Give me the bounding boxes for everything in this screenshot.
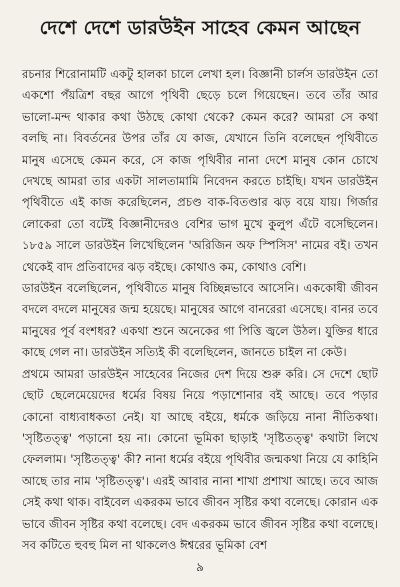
chapter-title: দেশে দেশে ডারউইন সাহেব কেমন আছেন	[39, 17, 361, 39]
page-number: ৯	[196, 560, 204, 574]
paragraph-3: প্রথমে আমরা ডারউইন সাহেবের নিজের দেশ দিয়ে শুরু করি। সে দেশে ছোট ছোট ছেলেমেয়েদের ধর্মের বিষয় নিয়ে পড়াশোনার বই আছে। তবে পড়ার কোনো বাধ্যবাধকতা নেই। যা আছে বইয়ে, ধর্মকে জড়িয়ে নানা নীতিকথা। 'সৃষ্টিতত্ত্ব' পড়ানো হয় না। কোনো ভূমিকা ছাড়াই 'সৃষ্টিতত্ত্ব' কথাটা লিখে ফেললাম। 'সৃষ্টিতত্ত্ব' কী? নানা ধর্মের বইয়ে পৃথিবীর জন্মকথা নিয়ে যে কাহিনি আছে তার নাম 'সৃষ্টিতত্ত্ব'। এরই আবার নানা শাখা প্রশাখা আছে। তবে আজ সেই কথা থাক। বাইবেল একরকম ভাবে জীবন সৃষ্টির কথা বলেছে। কোরান এক ভাবে জীবন সৃষ্টির কথা বলেছে। বেদ একরকম ভাবে জীবন সৃষ্টির কথা বলেছে। সব কটিতে হুবহু মিল না থাকলেও ঈশ্বরের ভূমিকা বেশ	[22, 366, 378, 552]
body-text	[22, 64, 378, 556]
paragraph-2: ডারউইন বলেছিলেন, পৃথিবীতে মানুষ বিচ্ছিন্নভাবে আসেনি। এককোষী জীবন বদলে বদলে মানুষের জন্ম হয়েছে। মানুষের আগে বানরেরা এসেছে। বানর তবে মানুষের পূর্ব বংশধর? একথা শুনে অনেকের গা পিত্তি জ্বলে উঠল। যুক্তির ধারে কাছে গেল না। ডারউইন সত্যিই কী বলেছিলেন, জানতে চাইল না কেউ।	[22, 281, 378, 360]
paragraph-1: রচনার শিরোনামটি একটু হালকা চালে লেখা হল। বিজ্ঞানী চার্লস ডারউইন তো একশো পঁয়ত্রিশ বছর আগে পৃথিবী ছেড়ে চলে গিয়েছেন। তবে তাঁর আর ভালো-মন্দ থাকার কথা উঠছে কোথা থেকে? কেমন করে? আমরা সে কথা বলছি না। বিবর্তনের উপর তাঁর যে কাজ, যেখানে তিনি বলেছেন পৃথিবীতে মানুষ এসেছে কেমন করে, সে কাজ পৃথিবীর নানা দেশে মানুষ কোন চোখে দেখছে আমরা তার একটা সালতামামি নিবেদন করতে চাইছি। যখন ডারউইন পৃথিবীতে এই কাজ করেছিলেন, প্রচণ্ড বাক-বিতণ্ডার ঝড় বয়ে যায়। গির্জার লোকেরা তো বটেই বিজ্ঞানীদেরও বেশির ভাগ মুখে কুলুপ এঁটে বসেছিলেন। ১৮৫৯ সালে ডারউইন লিখেছিলেন 'অরিজিন অফ স্পিসিস' নামের বই। তখন থেকেই বাদ প্রতিবাদের ঝড় বইছে। কোথাও কম, কোথাও বেশি।	[22, 67, 378, 274]
